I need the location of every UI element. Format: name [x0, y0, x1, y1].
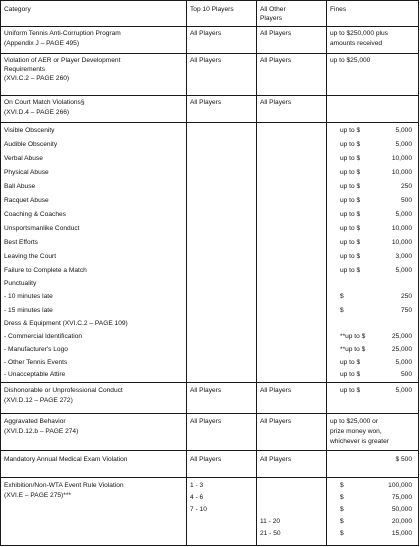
violation-label: Best Efforts — [4, 239, 38, 246]
violation-fine-prefix: up to $ — [340, 169, 361, 176]
violation-label: Failure to Complete a Match — [4, 267, 87, 274]
violation-fine-prefix: up to $ — [340, 211, 361, 218]
exhibition-fine-amount: 15,000 — [391, 530, 412, 537]
violation-fine-prefix: $ — [340, 293, 344, 300]
row-category-reference: (Appendix J – PAGE 495) — [4, 40, 80, 47]
violation-fine-prefix: up to $ — [340, 359, 361, 366]
ranking-range: 1 - 3 — [190, 482, 204, 489]
row-divider — [0, 95, 419, 96]
table-border-bottom — [0, 545, 419, 546]
exhibition-fine-amount: 75,000 — [391, 494, 412, 501]
violation-fine-prefix: up to $ — [340, 127, 361, 134]
violation-fine-amount: 5,000 — [395, 141, 412, 148]
violation-fine-amount: 10,000 — [391, 169, 412, 176]
violation-fine-prefix: up to $ — [340, 371, 361, 378]
violation-fine-prefix: up to $ — [340, 253, 361, 260]
row-top10: All Players — [190, 99, 222, 106]
row-fine: whichever is greater — [330, 438, 390, 445]
exhibition-fine-amount: 20,000 — [391, 518, 412, 525]
column-divider-other — [256, 0, 257, 546]
header-category: Category — [4, 6, 31, 13]
row-divider — [0, 477, 419, 478]
header-fines: Fines — [330, 6, 347, 13]
header-all-other-players: Players — [260, 15, 282, 22]
row-all-other: All Players — [260, 30, 292, 37]
row-category: On Court Match Violations§ — [4, 99, 85, 106]
violation-fine-amount: 500 — [400, 371, 412, 378]
ranking-range: 11 - 20 — [260, 518, 281, 525]
row-fine: amounts received — [330, 40, 383, 47]
violation-label: Physical Abuse — [4, 169, 49, 176]
row-category-reference: (XVI.D.12.b – PAGE 274) — [4, 428, 79, 435]
violation-fine-amount: 5,000 — [395, 211, 412, 218]
row-divider — [0, 26, 419, 27]
violation-label: Verbal Abuse — [4, 155, 43, 162]
row-fine: $ 500 — [395, 456, 412, 463]
table-border-left — [0, 0, 1, 546]
row-top10: All Players — [190, 387, 222, 394]
exhibition-fine-prefix: $ — [340, 506, 344, 513]
violation-fine-amount: 5,000 — [395, 267, 412, 274]
violation-fine-amount: 5,000 — [395, 359, 412, 366]
violation-label: Audible Obscenity — [4, 141, 58, 148]
violation-label: Leaving the Court — [4, 253, 57, 260]
violation-fine-prefix: up to $ — [340, 225, 361, 232]
row-all-other: All Players — [260, 57, 292, 64]
violation-fine-prefix: **up to $ — [340, 346, 366, 353]
column-divider-top10 — [186, 0, 187, 546]
violation-label: - Other Tennis Events — [4, 359, 68, 366]
table-border-right — [418, 0, 419, 546]
header-top10-players: Top 10 Players — [190, 6, 234, 13]
row-category: Dishonorable or Unprofessional Conduct — [4, 387, 123, 394]
violation-label: Unsportsmanlike Conduct — [4, 225, 80, 232]
violation-label: Dress & Equipment (XVI.C.2 – PAGE 109) — [4, 320, 128, 327]
exhibition-fine-amount: 100,000 — [388, 482, 412, 489]
row-all-other: All Players — [260, 418, 292, 425]
violation-label: - Manufacturer's Logo — [4, 346, 68, 353]
row-category: Mandatory Annual Medical Exam Violation — [4, 456, 128, 463]
violation-label: Punctuality — [4, 280, 37, 287]
row-category-reference: (XVI.E – PAGE 275)*** — [4, 492, 71, 499]
row-fine: up to $250,000 plus — [330, 30, 388, 37]
violation-label: Coaching & Coaches — [4, 211, 66, 218]
row-category-reference: (XVI.D.4 – PAGE 266) — [4, 109, 70, 116]
row-fine: up to $25,000 — [330, 57, 371, 64]
row-top10: All Players — [190, 30, 222, 37]
row-divider — [0, 413, 419, 414]
violation-label: Visible Obscenity — [4, 127, 55, 134]
violation-fine-prefix: up to $ — [340, 267, 361, 274]
violation-fine-prefix: up to $ — [340, 141, 361, 148]
ranking-range: 21 - 50 — [260, 530, 281, 537]
violation-fine-amount: 3,000 — [395, 253, 412, 260]
row-fine-prefix: up to $ — [340, 387, 361, 394]
violation-fine-amount: 10,000 — [391, 239, 412, 246]
violation-fine-amount: 25,000 — [391, 333, 412, 340]
violation-fine-amount: 250 — [400, 293, 412, 300]
row-category: Violation of AER or Player Development — [4, 57, 121, 64]
ranking-range: 4 - 6 — [190, 494, 204, 501]
violation-label: - Commercial Identification — [4, 333, 83, 340]
violation-fine-amount: 10,000 — [391, 155, 412, 162]
row-category: Requirements — [4, 66, 46, 73]
column-divider-fines — [326, 0, 327, 546]
row-fine: prize money won, — [330, 428, 382, 435]
violation-label: - 10 minutes late — [4, 293, 53, 300]
header-all-other-players: All Other — [260, 6, 286, 13]
violation-fine-amount: 750 — [400, 307, 412, 314]
violation-fine-prefix: $ — [340, 307, 344, 314]
violation-fine-amount: 500 — [400, 197, 412, 204]
exhibition-fine-prefix: $ — [340, 530, 344, 537]
row-category: Uniform Tennis Anti-Corruption Program — [4, 30, 121, 37]
row-divider — [0, 53, 419, 54]
exhibition-fine-amount: 50,000 — [391, 506, 412, 513]
violation-fine-prefix: up to $ — [340, 197, 361, 204]
table-border-top — [0, 0, 419, 1]
violation-fine-amount: 25,000 — [391, 346, 412, 353]
row-divider — [0, 450, 419, 451]
violation-fine-prefix: up to $ — [340, 183, 361, 190]
row-top10: All Players — [190, 418, 222, 425]
violation-fine-prefix: up to $ — [340, 239, 361, 246]
violation-fine-prefix: **up to $ — [340, 333, 366, 340]
exhibition-fine-prefix: $ — [340, 518, 344, 525]
violation-fine-amount: 10,000 — [391, 225, 412, 232]
exhibition-fine-prefix: $ — [340, 482, 344, 489]
row-divider — [0, 382, 419, 383]
row-category-reference: (XVI.D.12 – PAGE 272) — [4, 397, 73, 404]
row-fine-amount: 5,000 — [395, 387, 412, 394]
violation-fine-amount: 5,000 — [395, 127, 412, 134]
row-all-other: All Players — [260, 387, 292, 394]
violation-label: - 15 minutes late — [4, 307, 53, 314]
row-top10: All Players — [190, 57, 222, 64]
violation-label: - Unacceptable Attire — [4, 371, 66, 378]
row-category-reference: (XVI.C.2 – PAGE 260) — [4, 75, 70, 82]
exhibition-fine-prefix: $ — [340, 494, 344, 501]
row-top10: All Players — [190, 456, 222, 463]
row-category: Aggravated Behavior — [4, 418, 66, 425]
row-all-other: All Players — [260, 99, 292, 106]
violation-fine-amount: 250 — [400, 183, 412, 190]
row-divider — [0, 122, 419, 123]
violation-fine-prefix: up to $ — [340, 155, 361, 162]
ranking-range: 7 - 10 — [190, 506, 207, 513]
row-all-other: All Players — [260, 456, 292, 463]
row-fine: up to $25,000 or — [330, 418, 379, 425]
row-category: Exhibition/Non-WTA Event Rule Violation — [4, 482, 124, 489]
violation-label: Ball Abuse — [4, 183, 36, 190]
violation-label: Racquet Abuse — [4, 197, 49, 204]
